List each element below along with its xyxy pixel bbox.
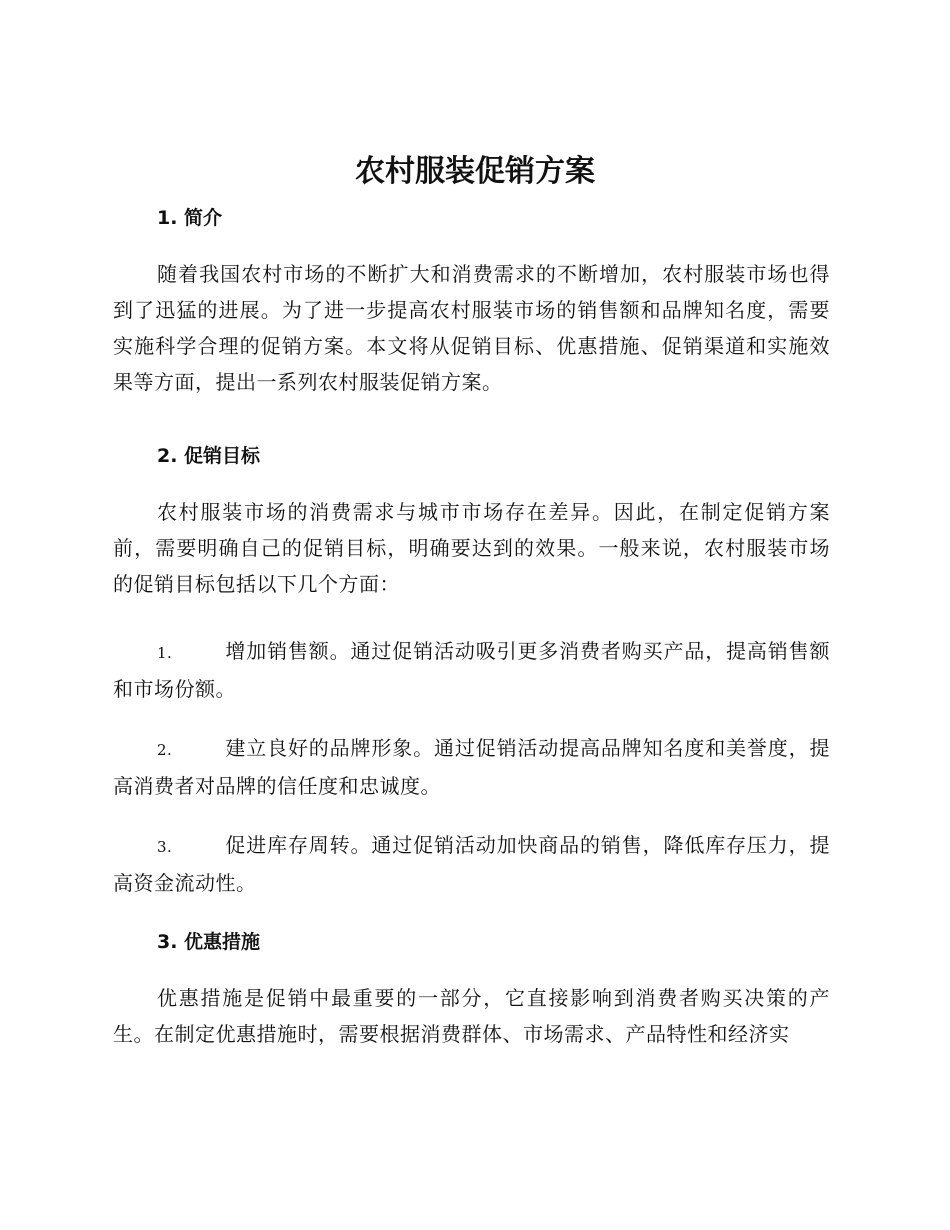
list-item-text: 增加销售额。通过促销活动吸引更多消费者购买产品，提高销售额和市场份额。 <box>113 639 830 701</box>
paragraph-discounts: 优惠措施是促销中最重要的一部分，它直接影响到消费者购买决策的产生。在制定优惠措施时，需要根据消费群体、市场需求、产品特性和经济实 <box>113 986 830 1046</box>
document-title: 农村服装促销方案 <box>355 154 595 189</box>
list-item-text: 促进库存周转。通过促销活动加快商品的销售，降低库存压力，提高资金流动性。 <box>113 833 830 895</box>
list-item-goal-2 <box>113 730 830 804</box>
list-item-goal-1 <box>113 633 830 707</box>
list-number: 3. <box>157 838 173 856</box>
paragraph-intro: 随着我国农村市场的不断扩大和消费需求的不断增加，农村服装市场也得到了迅猛的进展。为了进一步提高农村服装市场的销售额和品牌知名度，需要实施科学合理的促销方案。本文将从促销目标、优惠措施、促销渠道和实施效果等方面，提出一系列农村服装促销方案。 <box>113 262 830 394</box>
list-item-text: 建立良好的品牌形象。通过促销活动提高品牌知名度和美誉度，提高消费者对品牌的信任度和忠诚度。 <box>113 736 830 798</box>
list-number: 2. <box>157 741 173 759</box>
section-heading-intro: 1. 简介 <box>157 207 223 229</box>
list-number: 1. <box>157 644 173 662</box>
paragraph-goals: 农村服装市场的消费需求与城市市场存在差异。因此，在制定促销方案前，需要明确自己的促销目标，明确要达到的效果。一般来说，农村服装市场的促销目标包括以下几个方面： <box>113 500 830 596</box>
list-item-goal-3 <box>113 827 830 901</box>
section-heading-goals: 2. 促销目标 <box>157 445 261 467</box>
section-heading-discounts: 3. 优惠措施 <box>157 931 261 953</box>
